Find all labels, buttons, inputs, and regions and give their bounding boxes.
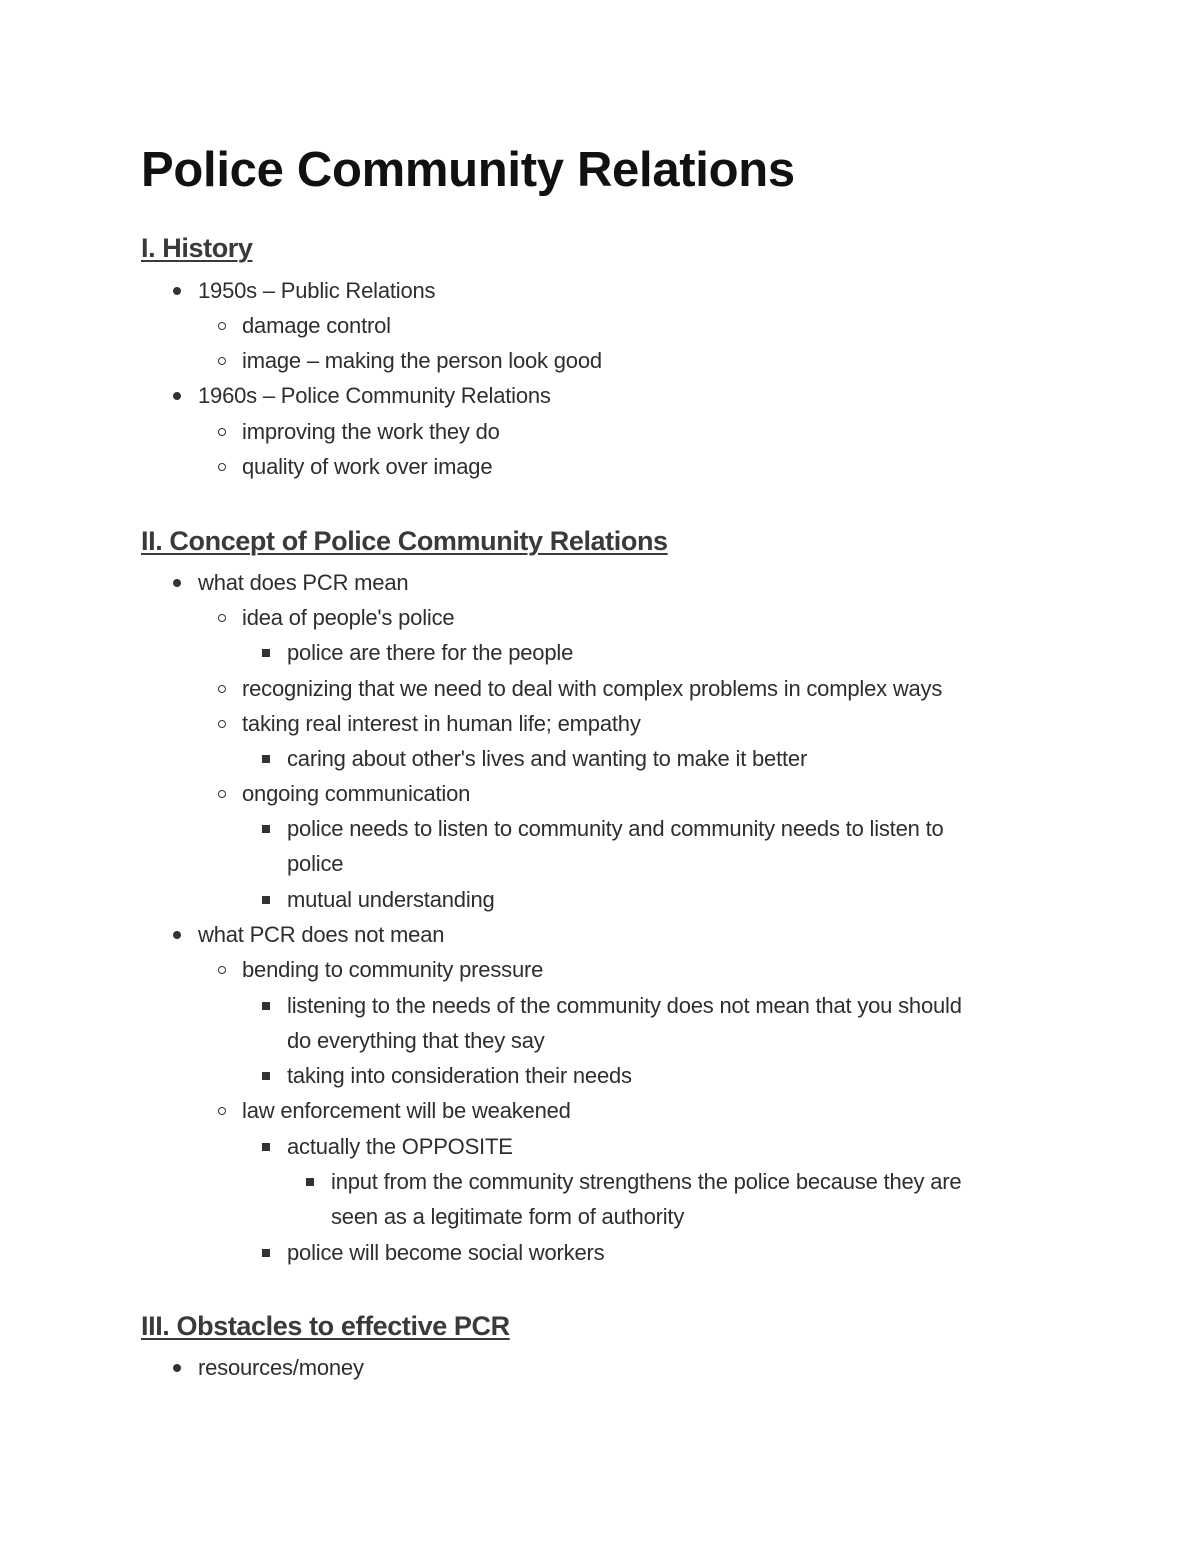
- circle-bullet-icon: [218, 1107, 226, 1115]
- list-item-continuation: seen as a legitimate form of authority: [331, 1204, 685, 1229]
- disc-bullet-icon: [173, 1364, 181, 1372]
- list-item: 1950s – Public Relations: [198, 278, 436, 303]
- circle-bullet-icon: [218, 614, 226, 622]
- document-title: Police Community Relations: [141, 143, 795, 197]
- circle-bullet-icon: [218, 428, 226, 436]
- list-item: recognizing that we need to deal with complex problems in complex ways: [242, 676, 943, 701]
- circle-bullet-icon: [218, 685, 226, 693]
- list-item-continuation: do everything that they say: [287, 1028, 545, 1053]
- circle-bullet-icon: [218, 966, 226, 974]
- list-item: police needs to listen to community and community needs to listen to: [287, 816, 944, 841]
- list-item: police are there for the people: [287, 640, 574, 665]
- list-item: taking into consideration their needs: [287, 1063, 632, 1088]
- list-item: idea of people's police: [242, 605, 455, 630]
- circle-bullet-icon: [218, 357, 226, 365]
- square-bullet-icon: [262, 1002, 270, 1010]
- square-bullet-icon: [262, 755, 270, 763]
- list-item: bending to community pressure: [242, 957, 544, 982]
- list-item: resources/money: [198, 1355, 364, 1380]
- list-item: listening to the needs of the community does not mean that you should: [287, 993, 962, 1018]
- disc-bullet-icon: [173, 931, 181, 939]
- square-bullet-icon: [306, 1178, 314, 1186]
- list-item: taking real interest in human life; empathy: [242, 711, 641, 736]
- square-bullet-icon: [262, 896, 270, 904]
- list-item: improving the work they do: [242, 419, 500, 444]
- list-item: police will become social workers: [287, 1240, 605, 1265]
- square-bullet-icon: [262, 1249, 270, 1257]
- list-item: mutual understanding: [287, 887, 495, 912]
- list-item: ongoing communication: [242, 781, 471, 806]
- list-item-continuation: police: [287, 851, 344, 876]
- list-item: what PCR does not mean: [198, 922, 445, 947]
- list-item: 1960s – Police Community Relations: [198, 383, 551, 408]
- square-bullet-icon: [262, 649, 270, 657]
- list-item: image – making the person look good: [242, 348, 602, 373]
- disc-bullet-icon: [173, 579, 181, 587]
- list-item: damage control: [242, 313, 391, 338]
- list-item: caring about other's lives and wanting to make it better: [287, 746, 808, 771]
- list-item: what does PCR mean: [198, 570, 409, 595]
- circle-bullet-icon: [218, 463, 226, 471]
- circle-bullet-icon: [218, 720, 226, 728]
- disc-bullet-icon: [173, 392, 181, 400]
- circle-bullet-icon: [218, 790, 226, 798]
- square-bullet-icon: [262, 1143, 270, 1151]
- section-heading-history: I. History: [141, 233, 253, 263]
- list-item: quality of work over image: [242, 454, 493, 479]
- square-bullet-icon: [262, 825, 270, 833]
- section-heading-concept: II. Concept of Police Community Relations: [141, 526, 668, 556]
- list-item: actually the OPPOSITE: [287, 1134, 513, 1159]
- disc-bullet-icon: [173, 287, 181, 295]
- circle-bullet-icon: [218, 322, 226, 330]
- list-item: input from the community strengthens the police because they are: [331, 1169, 962, 1194]
- list-item: law enforcement will be weakened: [242, 1098, 571, 1123]
- square-bullet-icon: [262, 1072, 270, 1080]
- section-heading-obstacles: III. Obstacles to effective PCR: [141, 1311, 510, 1341]
